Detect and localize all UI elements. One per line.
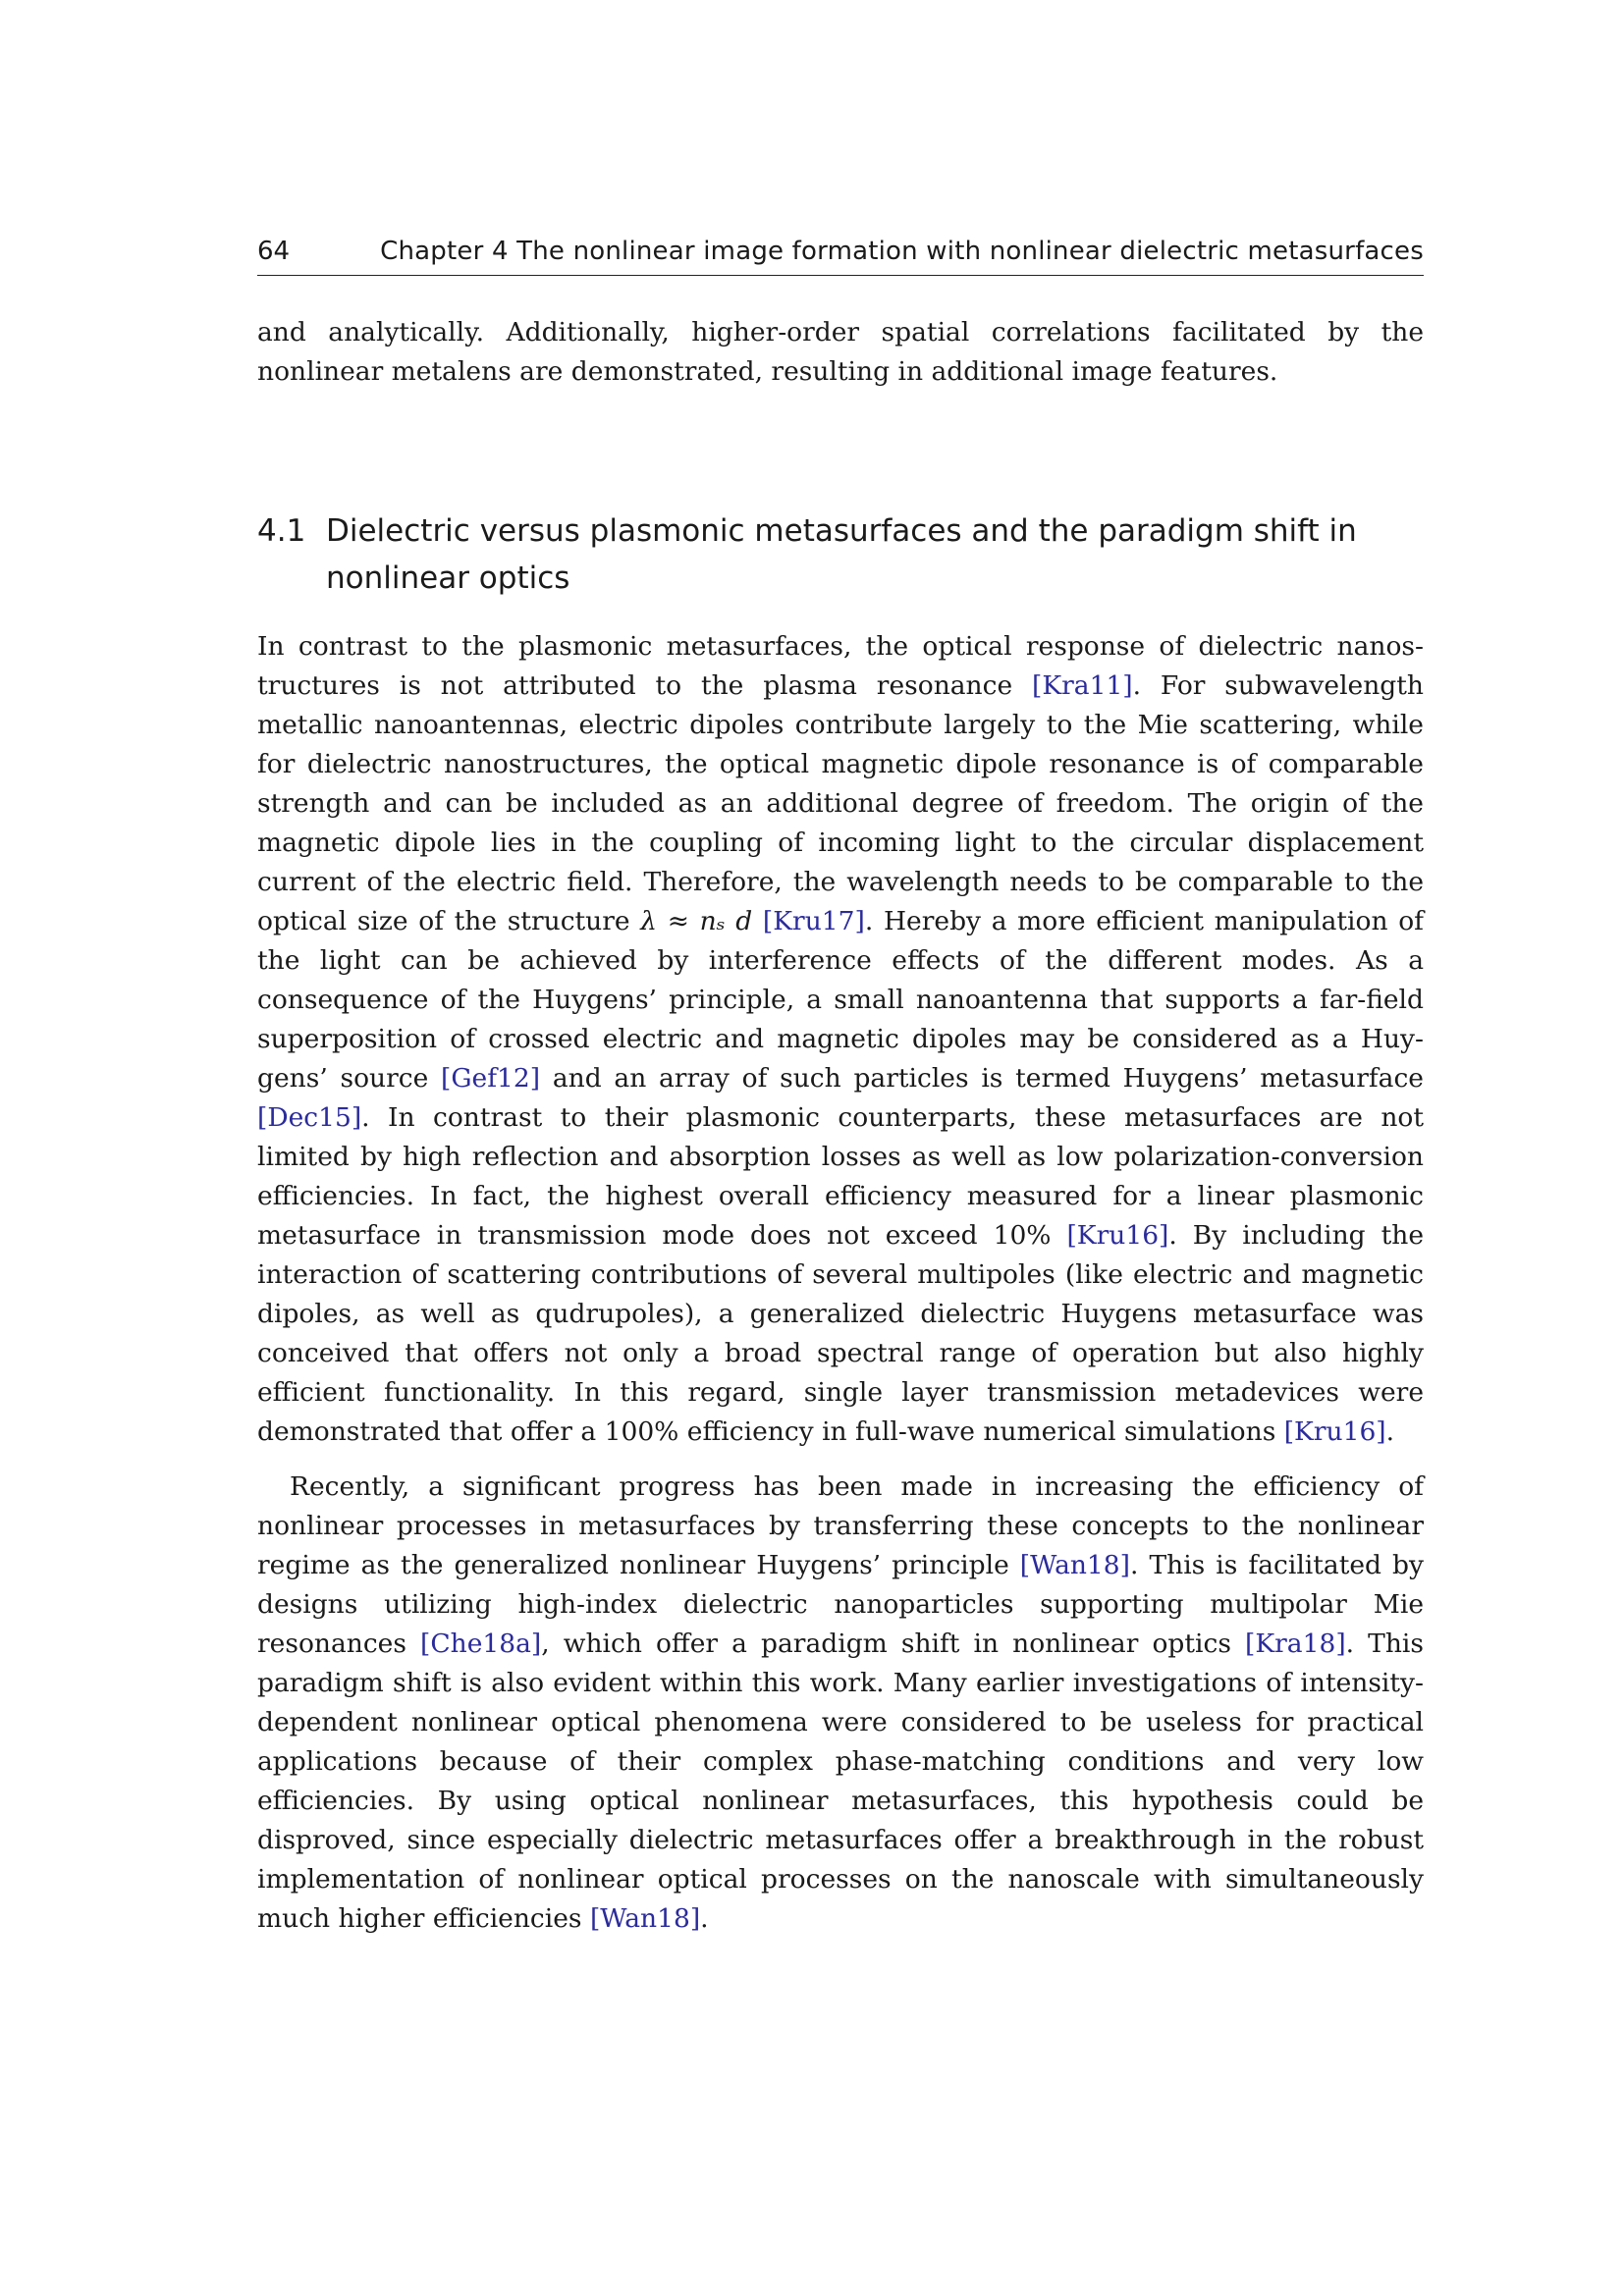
page xyxy=(257,232,1424,1939)
text-span: . This paradigm shift is also evident within this work. Many earlier investigations of intensity-dependent nonlinear optical phenomena were considered to be useless for practical applications because of their complex phase-matching conditions and very low efficiencies. By using optical nonlinear metasurfaces, this hypothesis could be disproved, since especially dielectric metasurfaces offer a breakthrough in the robust implementation of nonlinear optical processes on the nanoscale with simultaneously much higher efficiencies xyxy=(257,1629,1424,1934)
section-number: 4.1 xyxy=(257,513,306,549)
citation-link[interactable]: [Dec15] xyxy=(257,1102,362,1133)
citation-link[interactable]: [Wan18] xyxy=(1019,1550,1130,1580)
chapter-title: Chapter 4 The nonlinear image formation with nonlinear dielectric metasurfaces xyxy=(380,237,1424,266)
section-title: Dielectric versus plasmonic metasurfaces and the paradigm shift in nonlinear optics xyxy=(326,513,1357,596)
text-span: . In contrast to their plasmonic counterparts, these metasurfaces are not limited by high reflection and absorption losses as well as low polarization-conversion efficiencies. In fact, the highest overall efficiency measured for a linear plasmonic metasurface in transmission mode does not exceed 10% xyxy=(257,1102,1424,1251)
text-span: . By including the interaction of scattering contributions of several multipoles (like electric and magnetic dipoles, as well as qudrupoles), a generalized dielectric Huygens metasurface was conceived that offers not only a broad spectral range of operation but also highly efficient functionality. In this regard, single layer transmission metadevices were demonstrated that offer a 100% efficiency in full-wave numerical simulations xyxy=(257,1220,1424,1447)
citation-link[interactable]: [Gef12] xyxy=(441,1063,541,1094)
intro-paragraph: and analytically. Additionally, higher-order spatial correlations facilitated by the nonlinear metalens are demonstrated, resulting in additional image features. xyxy=(257,317,1424,387)
paragraph-2 xyxy=(257,1468,1424,1939)
text-span: . Hereby a more efficient manipulation of the light can be achieved by interference effects of the different modes. As a consequence of the Huygens’ principle, a small nanoantenna that supports a far-field superposition of crossed electric and magnetic dipoles may be considered as a Huygens’ source xyxy=(257,906,1424,1094)
math-expression: λ ≈ nₛ d xyxy=(640,906,753,936)
citation-link[interactable]: [Kra18] xyxy=(1245,1629,1346,1659)
citation-link[interactable]: [Kra11] xyxy=(1031,670,1133,701)
text-span: . This is facilitated by designs utilizing high-index dielectric nanoparticles supporting multipolar Mie resonances xyxy=(257,1550,1424,1659)
text-span: Recently, a significant progress has been made in increasing the efficiency of nonlinear processes in metasurfaces by transferring these concepts to the nonlinear regime as the generalized nonlinear Huygens’ principle xyxy=(257,1471,1424,1580)
citation-link[interactable]: [Che18a] xyxy=(420,1629,542,1659)
text-span xyxy=(752,906,763,936)
citation-link[interactable]: [Kru17] xyxy=(762,906,865,936)
text-span: . For subwavelength metallic nanoantennas, electric dipoles contribute largely to the Mie scattering, while for dielectric nanostructures, the optical magnetic dipole resonance is of comparable strength and can be included as an additional degree of freedom. The origin of the magnetic dipole lies in the coupling of incoming light to the circular displacement current of the electric field. Therefore, the wavelength needs to be comparable to the optical size of the structure xyxy=(257,670,1424,936)
running-header xyxy=(257,232,1424,276)
citation-link[interactable]: [Wan18] xyxy=(589,1903,701,1934)
text-span: , which offer a paradigm shift in nonlinear optics xyxy=(541,1629,1245,1659)
text-span: and an array of such particles is termed Huygens’ metasurface xyxy=(540,1063,1424,1094)
citation-link[interactable]: [Kru16] xyxy=(1283,1416,1386,1447)
text-span: In contrast to the plasmonic metasurfaces, the optical response of dielectric nanostructures is not attributed to the plasma resonance xyxy=(257,631,1424,701)
text-span: . xyxy=(1385,1416,1395,1447)
paragraph-1 xyxy=(257,627,1424,1452)
citation-link[interactable]: [Kru16] xyxy=(1066,1220,1169,1251)
section-heading xyxy=(257,507,1424,602)
page-number: 64 xyxy=(257,237,291,266)
text-span: . xyxy=(700,1903,709,1934)
